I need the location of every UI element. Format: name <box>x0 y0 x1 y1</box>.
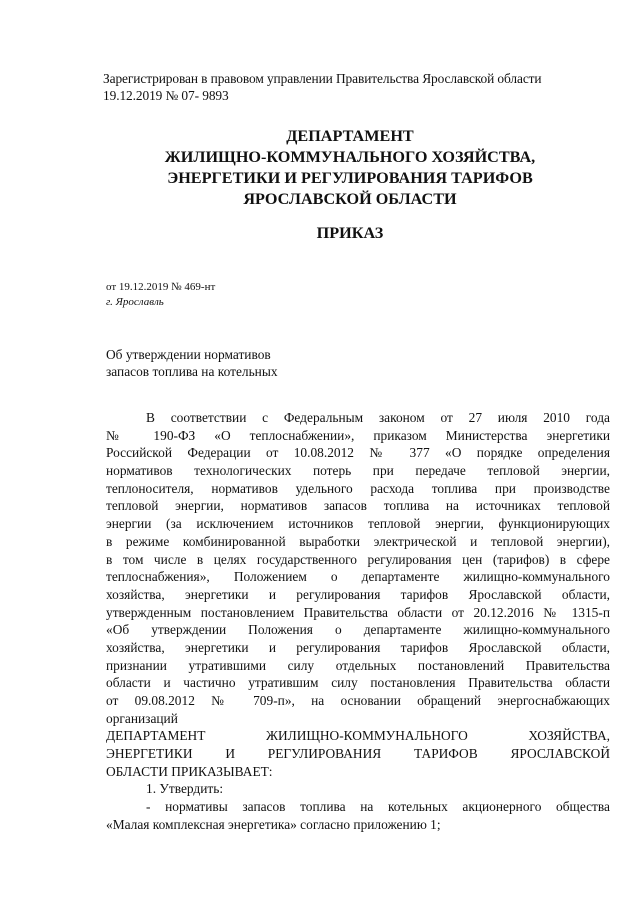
body-line: тепловой энергии, нормативов запасов топлива на источниках тепловой <box>106 498 610 514</box>
body-line: в режиме комбинированной выработки электрической и тепловой энергии), <box>106 533 610 549</box>
body-line: хозяйства, энергетики и регулирования тарифов Ярославской области, <box>106 639 610 655</box>
body-line: признании утратившими силу отдельных постановлений Правительства <box>106 657 610 673</box>
department-header <box>100 126 600 210</box>
department-line-2: ЖИЛИЩНО-КОММУНАЛЬНОГО ХОЗЯЙСТВА, <box>164 148 536 166</box>
order-city: г. Ярославль <box>106 296 164 308</box>
body-line: области и частично утратившим силу постановления Правительства области <box>106 675 610 691</box>
order-subject <box>106 346 278 380</box>
body-line: теплоснабжения», Положением о департаменте жилищно-коммунального <box>106 569 610 585</box>
body-line: в том числе в целях государственного регулирования цен (тарифов) в сфере <box>106 551 610 567</box>
body-line: от 09.08.2012 № 709-п», на основании обращений энергоснабжающих <box>106 693 610 708</box>
body-line: теплоносителя, нормативов удельного расхода топлива при производстве <box>106 480 610 496</box>
registration-note <box>103 70 623 104</box>
body-line: № 190-ФЗ «О теплоснабжении», приказом Министерства энергетики <box>106 427 610 443</box>
body-line: организаций <box>106 710 178 726</box>
order-title: ПРИКАЗ <box>316 224 384 242</box>
subject-line-1: Об утверждении нормативов <box>106 347 271 362</box>
body-line: ДЕПАРТАМЕНТ ЖИЛИЩНО-КОММУНАЛЬНОГО ХОЗЯЙСТВА, <box>106 728 610 744</box>
body-line: 1. Утвердить: <box>146 781 224 797</box>
body-line: нормативов технологических потерь при передаче тепловой энергии, <box>106 463 610 479</box>
body-line: ЭНЕРГЕТИКИ И РЕГУЛИРОВАНИЯ ТАРИФОВ ЯРОСЛАВСКОЙ <box>106 746 610 762</box>
body-line: утвержденным постановлением Правительства области от 20.12.2016 № 1315-п <box>106 604 610 620</box>
body-line: - нормативы запасов топлива на котельных акционерного общества <box>146 799 610 815</box>
body-line: «Об утверждении Положения о департаменте жилищно-коммунального <box>106 622 610 638</box>
body-line: ОБЛАСТИ ПРИКАЗЫВАЕТ: <box>106 763 273 779</box>
department-line-4: ЯРОСЛАВСКОЙ ОБЛАСТИ <box>243 190 457 208</box>
subject-line-2: запасов топлива на котельных <box>106 364 278 379</box>
body-line: «Малая комплексная энергетика» согласно приложению 1; <box>106 816 441 832</box>
body-line: хозяйства, энергетики и регулирования тарифов Ярославской области, <box>106 586 610 602</box>
body-line: Российской Федерации от 10.08.2012 № 377 «О порядке определения <box>106 445 610 461</box>
order-body <box>106 409 610 834</box>
order-meta <box>106 280 215 310</box>
registration-line-2: 19.12.2019 № 07- 9893 <box>103 88 229 103</box>
department-line-1: ДЕПАРТАМЕНТ <box>286 127 414 145</box>
order-date-number: от 19.12.2019 № 469-нт <box>106 281 216 293</box>
body-line: энергии (за исключением источников тепловой энергии, функционирующих <box>106 516 610 532</box>
body-line: В соответствии с Федеральным законом от 27 июля 2010 года <box>146 410 610 425</box>
registration-line-1: Зарегистрирован в правовом управлении Правительства Ярославской области <box>103 71 542 86</box>
department-line-3: ЭНЕРГЕТИКИ И РЕГУЛИРОВАНИЯ ТАРИФОВ <box>167 169 533 187</box>
